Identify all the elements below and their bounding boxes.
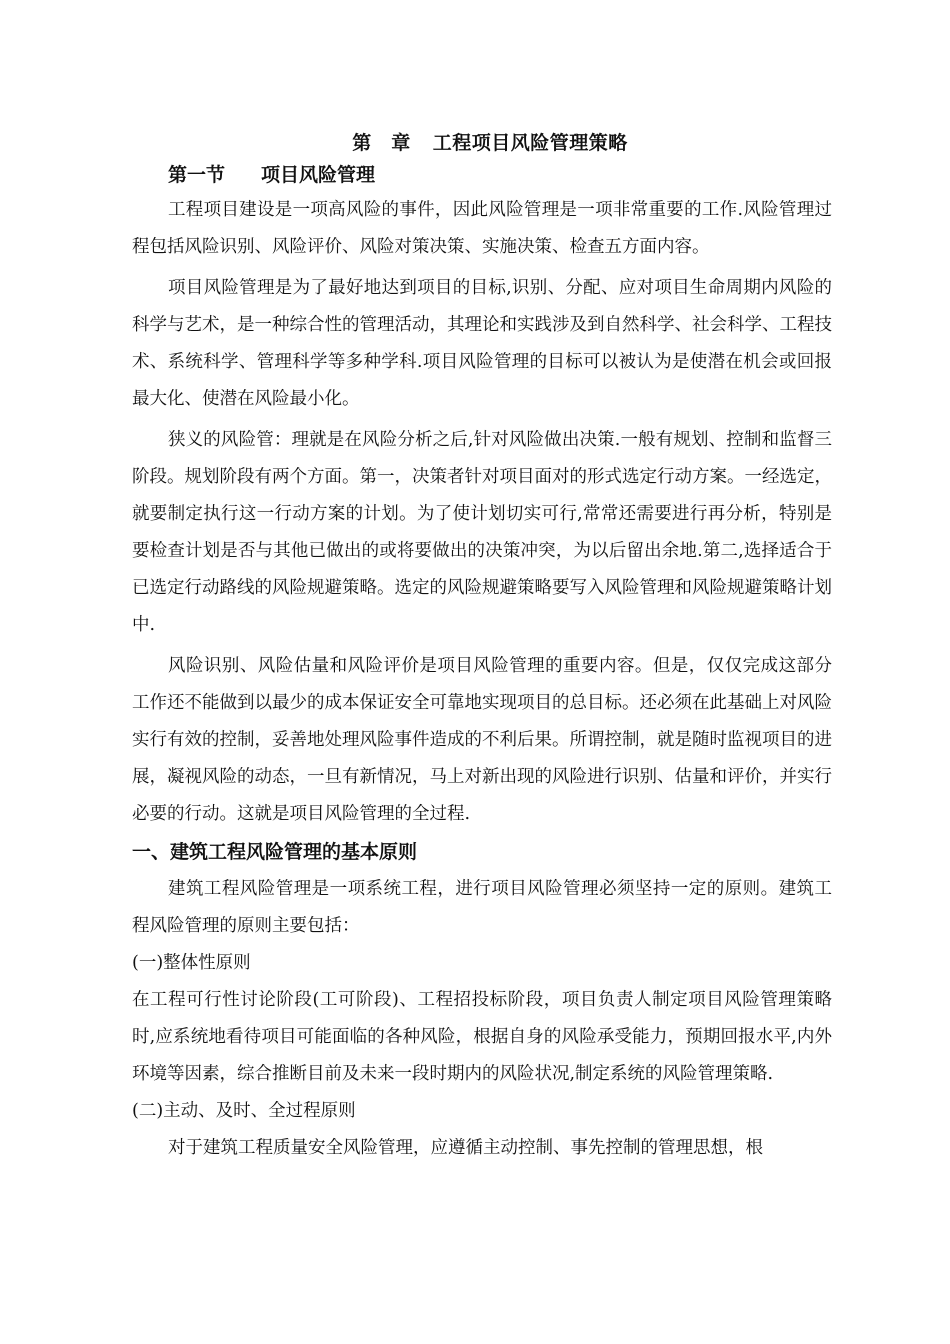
principle-1-title: (一)整体性原则 bbox=[132, 953, 251, 973]
paragraph-2: 项目风险管理是为了最好地达到项目的目标,识别、分配、应对项目生命周期内风险的科学与艺术，是一种综合性的管理活动，其理论和实践涉及到自然科学、社会科学、工程技术、系统科学、管理科学等多种学科.项目风险管理的目标可以被认为是使潜在机会或回报最大化、使潜在风险最小化。 bbox=[132, 278, 832, 409]
section-name: 项目风险管理 bbox=[261, 164, 376, 186]
section-number: 第一节 bbox=[168, 164, 226, 186]
paragraph-3: 狭义的风险管：理就是在风险分析之后,针对风险做出决策.一般有规划、控制和监督三阶段。规划阶段有两个方面。第一，决策者针对项目面对的形式选定行动方案。一经选定，就要制定执行这一行动方案的计划。为了使计划切实可行,常常还需要进行再分析，特别是要检查计划是否与其他已做出的或将要做出的决策冲突，为以后留出余地.第二,选择适合于已选定行动路线的风险规避策略。选定的风险规避策略要写入风险管理和风险规避策略计划中. bbox=[132, 430, 832, 635]
paragraph-1: 工程项目建设是一项高风险的事件，因此风险管理是一项非常重要的工作.风险管理过程包括风险识别、风险评价、风险对策决策、实施决策、检查五方面内容。 bbox=[132, 200, 832, 257]
paragraph-4: 风险识别、风险估量和风险评价是项目风险管理的重要内容。但是，仅仅完成这部分工作还不能做到以最少的成本保证安全可靠地实现项目的总目标。还必须在此基础上对风险实行有效的控制，妥善地处理风险事件造成的不利后果。所谓控制，就是随时监视项目的进展，凝视风险的动态，一旦有新情况，马上对新出现的风险进行识别、估量和评价，并实行必要的行动。这就是项目风险管理的全过程. bbox=[132, 656, 832, 824]
principle-2-title: (二)主动、及时、全过程原则 bbox=[132, 1101, 356, 1121]
document-body bbox=[132, 192, 832, 1167]
principle-2-text: 对于建筑工程质量安全风险管理，应遵循主动控制、事先控制的管理思想，根 bbox=[168, 1138, 763, 1158]
section-title bbox=[168, 160, 375, 190]
chapter-name: 工程项目风险管理策略 bbox=[432, 132, 628, 154]
heading-basic-principles: 一、建筑工程风险管理的基本原则 bbox=[132, 841, 418, 863]
chapter-title bbox=[0, 128, 950, 158]
principle-1-text: 在工程可行性讨论阶段(工可阶段)、工程招投标阶段，项目负责人制定项目风险管理策略时,应系统地看待项目可能面临的各种风险，根据自身的风险承受能力，预期回报水平,内外环境等因素，综合推断目前及未来一段时期内的风险状况,制定系统的风险管理策略. bbox=[132, 990, 832, 1084]
chapter-number: 第 章 bbox=[352, 132, 411, 154]
principles-intro: 建筑工程风险管理是一项系统工程，进行项目风险管理必须坚持一定的原则。建筑工程风险管理的原则主要包括： bbox=[132, 879, 832, 936]
